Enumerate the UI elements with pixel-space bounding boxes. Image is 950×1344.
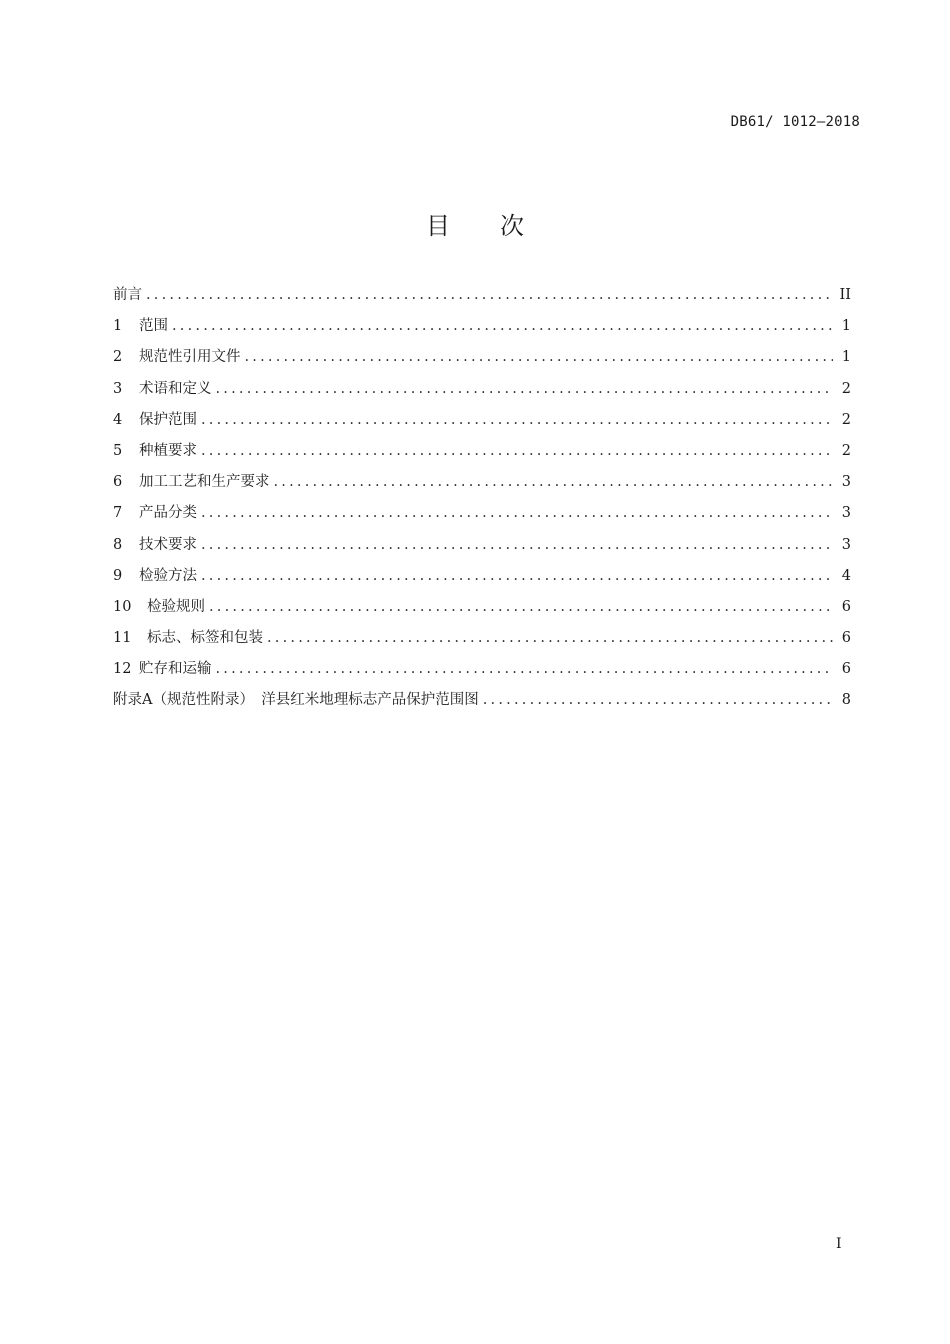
toc-entry-product-classification[interactable] [113,501,851,532]
toc-entry-number: 6 [113,474,123,491]
toc-entry-label: 保护范围 [139,411,197,428]
toc-leader-dots [267,630,833,646]
toc-entry-label: 术语和定义 [139,380,212,397]
toc-leader-dots [216,661,834,677]
toc-leader-dots [209,599,833,615]
toc-entry-normative-references[interactable] [113,345,851,376]
toc-entry-inspection-rules[interactable] [113,595,851,626]
toc-entry-marking-packaging[interactable] [113,626,851,657]
toc-entry-planting-requirements[interactable] [113,439,851,470]
toc-entry-number: 3 [113,380,123,397]
toc-entry-label: 加工工艺和生产要求 [139,474,270,491]
toc-entry-number: 5 [113,442,123,459]
toc-entry-processing[interactable] [113,470,851,501]
toc-entry-label: 检验方法 [139,567,197,584]
toc-entry-foreword[interactable] [113,283,851,314]
toc-entry-page: 1 [841,318,851,335]
toc-leader-dots [483,692,833,708]
toc-entry-number: 7 [113,505,123,522]
toc-leader-dots [201,568,833,584]
toc-entry-label: 检验规则 [147,598,205,615]
toc-leader-dots [201,505,833,521]
page-number: I [836,1236,842,1252]
toc-entry-page: 2 [841,442,851,459]
toc-leader-dots [201,412,833,428]
toc-entry-technical-requirements[interactable] [113,533,851,564]
toc-entry-number: 11 [113,630,132,647]
toc-entry-page: 6 [841,630,851,647]
toc-leader-dots [216,381,834,397]
toc-entry-number: 8 [113,536,123,553]
toc-entry-page: 2 [841,380,851,397]
toc-entry-label: 范围 [139,318,168,335]
toc-entry-number: 1 [113,318,123,335]
toc-entry-page: 6 [841,661,851,678]
toc-leader-dots [245,349,834,365]
toc-entry-label: 附录A（规范性附录） 洋县红米地理标志产品保护范围图 [113,692,479,709]
toc-entry-page: 3 [841,474,851,491]
table-of-contents [113,283,851,720]
toc-entry-storage-transport[interactable] [113,657,851,688]
toc-entry-scope[interactable] [113,314,851,345]
toc-entry-page: 4 [841,567,851,584]
toc-entry-label: 规范性引用文件 [139,349,241,366]
toc-entry-number: 10 [113,598,132,615]
toc-entry-appendix-a[interactable] [113,688,851,719]
toc-entry-page: 3 [841,536,851,553]
toc-leader-dots [201,537,833,553]
toc-entry-page: 3 [841,505,851,522]
toc-leader-dots [201,443,833,459]
standard-code: DB61/ 1012—2018 [730,114,860,130]
toc-entry-page: 2 [841,411,851,428]
toc-entry-page: II [839,287,851,303]
toc-entry-page: 8 [841,692,851,709]
toc-entry-label: 贮存和运输 [139,661,212,678]
toc-leader-dots [146,287,833,303]
toc-entry-page: 1 [841,349,851,366]
toc-entry-number: 2 [113,349,123,366]
toc-leader-dots [172,318,833,334]
toc-leader-dots [274,474,834,490]
toc-entry-test-methods[interactable] [113,564,851,595]
toc-entry-protection-scope[interactable] [113,408,851,439]
toc-entry-label: 前言 [113,287,142,303]
toc-entry-label: 标志、标签和包装 [147,630,263,647]
toc-entry-terms-definitions[interactable] [113,377,851,408]
toc-entry-number: 9 [113,567,123,584]
page-title: 目次 [426,212,574,240]
toc-entry-label: 产品分类 [139,505,197,522]
toc-entry-number: 4 [113,411,123,428]
toc-entry-page: 6 [841,598,851,615]
toc-entry-number: 12 [113,661,132,678]
toc-entry-label: 技术要求 [139,536,197,553]
toc-entry-label: 种植要求 [139,442,197,459]
